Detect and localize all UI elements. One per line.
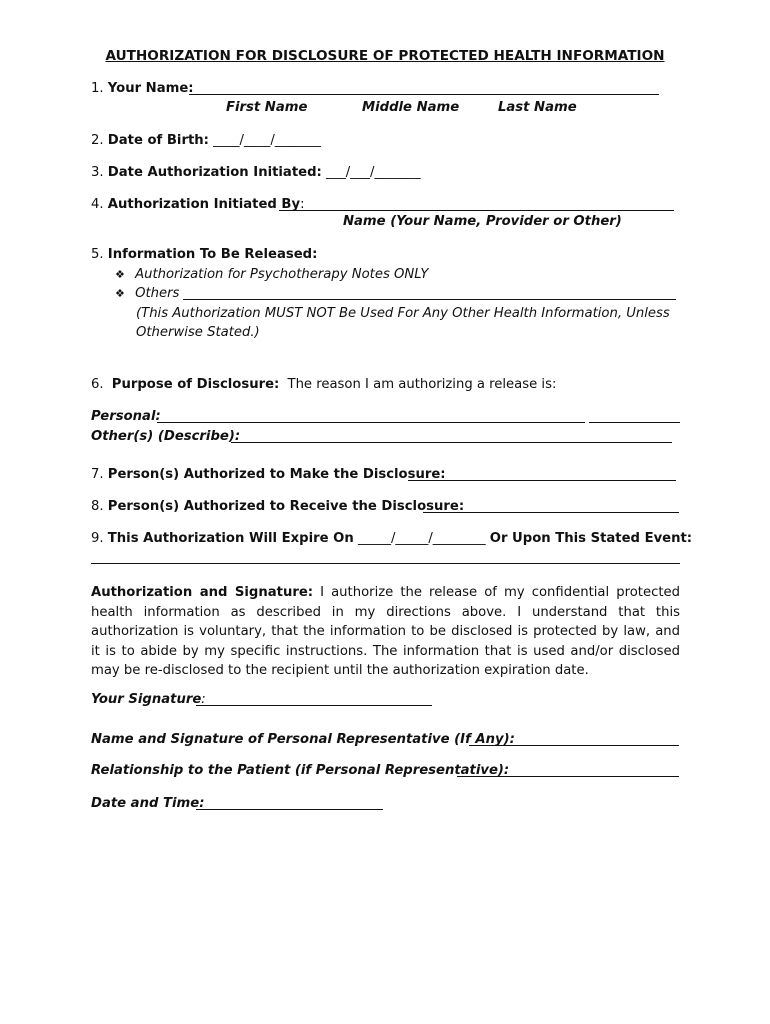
your-signature-label: Your Signature	[91, 692, 202, 707]
middle-name-caption: Middle Name	[362, 100, 460, 115]
receive-disclosure-field[interactable]	[423, 499, 679, 513]
date-of-birth-label: Date of Birth:	[107, 133, 209, 148]
expire-label: This Authorization Will Expire On	[107, 531, 354, 546]
date-initiated-row	[91, 165, 421, 181]
form-title: AUTHORIZATION FOR DISCLOSURE OF PROTECTED HEALTH INFORMATION	[105, 48, 665, 64]
info-released-row	[91, 247, 317, 263]
date-time-label: Date and Time:	[91, 796, 205, 811]
colon: :	[300, 197, 305, 212]
info-released-label: Information To Be Released:	[107, 247, 318, 262]
date-of-birth-row	[91, 133, 321, 149]
bullet-others-label: Others	[135, 286, 180, 301]
personal-field-extra[interactable]	[589, 409, 680, 423]
item-number: 8.	[91, 499, 104, 514]
authorization-paragraph	[91, 583, 680, 681]
others-field[interactable]	[183, 286, 676, 300]
item-number: 1.	[91, 81, 104, 96]
date-initiated-field[interactable]: ___/___/_______	[326, 165, 421, 180]
authorization-text: I authorize the release of my confidential protected health information as described in my directions above. I understand that this authorization is voluntary, that the information to be disclosed is protected by law, and it is to abide by my specific instructions. The information that is used and/or disclosed may be re-disclosed to the recipient until the authorization expiration date.	[91, 585, 680, 679]
representative-field[interactable]	[469, 732, 679, 746]
item-number: 5.	[91, 247, 104, 262]
bullet-psychotherapy[interactable]	[115, 267, 428, 283]
last-name-caption: Last Name	[498, 100, 577, 115]
note-line-2: Otherwise Stated.)	[136, 325, 260, 340]
bullet-psychotherapy-label: Authorization for Psychotherapy Notes ONLY	[135, 267, 429, 282]
item-number: 6.	[91, 377, 104, 392]
item-number: 4.	[91, 197, 104, 212]
personal-label: Personal:	[91, 409, 161, 424]
initiated-by-field[interactable]	[279, 197, 674, 211]
expire-row	[91, 531, 692, 547]
item-number: 9.	[91, 531, 104, 546]
item-number: 3.	[91, 165, 104, 180]
your-name-field[interactable]	[189, 81, 659, 95]
your-name-label: Your Name:	[107, 81, 194, 96]
first-name-caption: First Name	[226, 100, 308, 115]
initiated-by-row	[91, 197, 305, 213]
personal-field[interactable]	[157, 409, 585, 423]
purpose-label: Purpose of Disclosure:	[111, 377, 280, 392]
your-signature-field[interactable]	[196, 692, 432, 706]
make-disclosure-field[interactable]	[408, 467, 676, 481]
purpose-text: The reason I am authorizing a release is:	[287, 377, 557, 392]
representative-label: Name and Signature of Personal Representative (If Any):	[91, 732, 515, 747]
others-describe-label: Other(s) (Describe):	[91, 429, 241, 444]
relationship-field[interactable]	[457, 763, 679, 777]
item-number: 2.	[91, 133, 104, 148]
stated-event-label: Or Upon This Stated Event:	[489, 531, 693, 546]
your-name-row	[91, 81, 194, 97]
colon: :	[201, 692, 206, 707]
receive-disclosure-row	[91, 499, 464, 515]
your-signature-row	[91, 692, 206, 708]
initiated-by-label: Authorization Initiated By	[107, 197, 301, 212]
stated-event-field[interactable]	[91, 550, 680, 564]
diamond-bullet-icon: ❖	[115, 268, 125, 281]
expire-date-field[interactable]: _____/_____/________	[357, 531, 486, 546]
bullet-others[interactable]	[115, 286, 179, 302]
initiated-by-caption: Name (Your Name, Provider or Other)	[343, 214, 622, 229]
relationship-label: Relationship to the Patient (if Personal Representative):	[91, 763, 510, 778]
date-initiated-label: Date Authorization Initiated:	[107, 165, 322, 180]
item-number: 7.	[91, 467, 104, 482]
date-time-field[interactable]	[196, 796, 383, 810]
receive-disclosure-label: Person(s) Authorized to Receive the Disclosure:	[107, 499, 465, 514]
note-line-1: (This Authorization MUST NOT Be Used For Any Other Health Information, Unless	[136, 306, 670, 321]
authorization-label: Authorization and Signature:	[91, 585, 314, 600]
diamond-bullet-icon: ❖	[115, 287, 125, 300]
make-disclosure-label: Person(s) Authorized to Make the Disclosure:	[107, 467, 446, 482]
others-describe-field[interactable]	[231, 429, 672, 443]
date-of-birth-field[interactable]: ____/____/_______	[213, 133, 321, 148]
purpose-row	[91, 377, 556, 393]
make-disclosure-row	[91, 467, 446, 483]
